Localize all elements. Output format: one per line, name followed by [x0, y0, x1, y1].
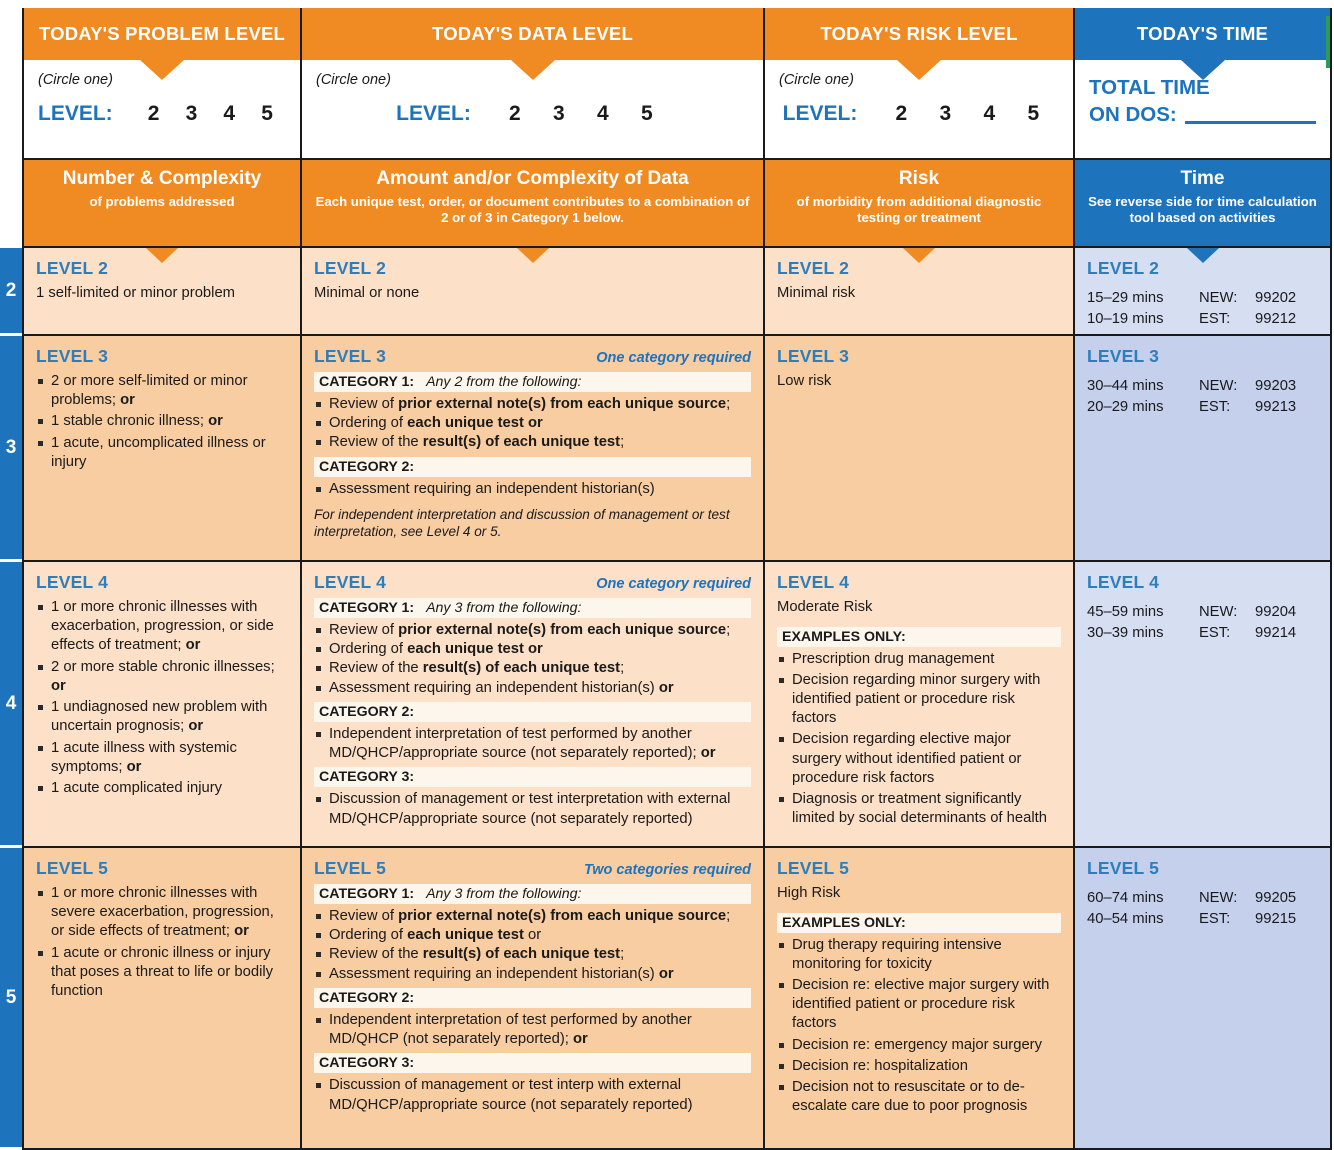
circle-one-hint: (Circle one): [779, 72, 854, 88]
cpt-code: 99205: [1255, 890, 1297, 906]
category-requirement: One category required: [596, 350, 751, 366]
examples-bar: [777, 627, 1061, 647]
list-item: 1 acute complicated injury: [36, 779, 288, 798]
table-row: [22, 336, 1334, 562]
list-item: 1 or more chronic illnesses with exacerbation, progression, or side effects of treatment; or: [36, 598, 288, 656]
header-data-sub: Each unique test, order, or document contributes to a combination of 2 or of 3 in Category 1 below.: [315, 193, 750, 226]
time-code-row: [1087, 888, 1318, 909]
category-1-bar: [314, 598, 751, 618]
level-heading: LEVEL 3: [36, 346, 109, 366]
patient-type: NEW:: [1199, 290, 1238, 306]
list-item: Assessment requiring an independent historian(s) or: [314, 679, 751, 698]
time-code-row: [1087, 602, 1318, 623]
level-heading: LEVEL 4: [1087, 572, 1160, 592]
cell-problem-level-3: [22, 336, 302, 562]
on-dos-label: ON DOS:: [1089, 103, 1177, 127]
circle-one-hint: (Circle one): [316, 72, 391, 88]
cell-risk-level-5: [765, 848, 1075, 1150]
level-heading: LEVEL 3: [1087, 346, 1160, 366]
problem-bullet-list: [36, 884, 288, 1001]
time-code-row: [1087, 376, 1318, 397]
time-code-row: [1087, 397, 1318, 418]
category-2-bullets: [314, 725, 751, 763]
list-item: 1 acute or chronic illness or injury that poses a threat to life or bodily function: [36, 944, 288, 1002]
category-1-note: Any 3 from the following:: [426, 600, 582, 616]
category-3-label: CATEGORY 3:: [319, 1055, 415, 1072]
category-1-label: CATEGORY 1:: [319, 600, 415, 616]
time-range: 40–54 mins: [1087, 911, 1164, 928]
category-2-bullets: [314, 480, 751, 499]
cell-data-level-5: [302, 848, 765, 1150]
category-1-label: CATEGORY 1:: [319, 374, 415, 390]
examples-bar: [777, 913, 1061, 933]
cell-problem-level-5: [22, 848, 302, 1150]
banner-time-title: TODAY'S TIME: [1075, 8, 1330, 60]
time-range: 30–44 mins: [1087, 378, 1164, 394]
category-1-note: Any 2 from the following:: [426, 374, 582, 390]
header-data: [302, 160, 765, 248]
table-row: [22, 562, 1334, 848]
list-item: Decision regarding elective major surgery without identified patient or procedure risk factors: [777, 730, 1061, 788]
time-range: 45–59 mins: [1087, 604, 1164, 620]
header-problem-sub: of problems addressed: [89, 193, 235, 209]
header-time-title: Time: [1180, 168, 1225, 189]
category-2-label: CATEGORY 2:: [319, 703, 415, 720]
category-2-label: CATEGORY 2:: [319, 989, 415, 1006]
level-heading: LEVEL 4: [36, 572, 109, 592]
problem-level-option-2[interactable]: 2: [147, 102, 160, 125]
cell-risk-level-4: [765, 562, 1075, 848]
list-item: Assessment requiring an independent historian(s): [314, 480, 751, 499]
notch-arrow-icon: [903, 248, 935, 263]
header-problem: [22, 160, 302, 248]
notch-arrow-icon: [146, 248, 178, 263]
list-item: Discussion of management or test interp with external MD/QHCP/appropriate source (not separately reported): [314, 1076, 751, 1114]
header-risk-sub: of morbidity from additional diagnostic testing or treatment: [796, 193, 1042, 226]
cpt-code: 99202: [1255, 290, 1297, 306]
problem-bullet-list: [36, 372, 288, 472]
cell-risk-level-3: [765, 336, 1075, 562]
cpt-code: 99203: [1255, 378, 1297, 394]
patient-type: NEW:: [1199, 604, 1238, 620]
cpt-code: 99204: [1255, 604, 1297, 620]
time-range: 30–39 mins: [1087, 625, 1164, 642]
risk-level-option-5[interactable]: 5: [1027, 102, 1040, 125]
banner-problem-title: TODAY'S PROBLEM LEVEL: [24, 8, 300, 60]
risk-level-option-3[interactable]: 3: [939, 102, 952, 125]
cpt-code: 99212: [1255, 311, 1297, 328]
list-item: Ordering of each unique test or: [314, 640, 751, 659]
patient-type: NEW:: [1199, 890, 1238, 906]
rail-level-3: 3: [0, 336, 22, 562]
list-item: Independent interpretation of test performed by another MD/QHCP/appropriate source (not separately reported); or: [314, 725, 751, 763]
header-problem-title: Number & Complexity: [62, 168, 262, 189]
level-heading: LEVEL 5: [1087, 858, 1160, 878]
level-heading: LEVEL 5: [777, 858, 850, 878]
list-item: Ordering of each unique test or: [314, 926, 751, 945]
list-item: 1 or more chronic illnesses with severe exacerbation, progression, or side effects of treatment; or: [36, 884, 288, 942]
data-footnote: For independent interpretation and discussion of management or test interpretation, see Level 4 or 5.: [314, 506, 730, 540]
patient-type: EST:: [1199, 625, 1231, 642]
category-2-bar: [314, 702, 751, 722]
list-item: Prescription drug management: [777, 650, 1061, 669]
time-code-list: [1087, 376, 1318, 419]
total-time-label: TOTAL TIME: [1089, 76, 1210, 99]
cell-data-level-2: [302, 248, 765, 336]
todays-level-banner: [0, 0, 1334, 160]
list-item: Decision re: hospitalization: [777, 1057, 1061, 1076]
patient-type: EST:: [1199, 311, 1231, 328]
list-item: Review of the result(s) of each unique test;: [314, 659, 751, 678]
level-rail: [0, 160, 22, 1150]
banner-risk-level: [765, 8, 1075, 160]
category-1-note: Any 3 from the following:: [426, 886, 582, 902]
list-item: Review of prior external note(s) from each unique source;: [314, 907, 751, 926]
risk-level-option-4[interactable]: 4: [983, 102, 996, 125]
cell-time-level-2: [1075, 248, 1332, 336]
data-level-option-2[interactable]: 2: [508, 102, 521, 125]
list-item: 1 undiagnosed new problem with uncertain prognosis; or: [36, 698, 288, 736]
data-level-selector[interactable]: [316, 102, 749, 126]
header-time: [1075, 160, 1332, 248]
list-item: Review of prior external note(s) from each unique source;: [314, 395, 751, 414]
data-level-option-3[interactable]: 3: [552, 102, 565, 125]
list-item: Review of the result(s) of each unique test;: [314, 945, 751, 964]
category-3-label: CATEGORY 3:: [319, 769, 415, 786]
cell-time-level-4: [1075, 562, 1332, 848]
list-item: 2 or more self-limited or minor problems; or: [36, 372, 288, 410]
table-row: [22, 248, 1334, 336]
level-heading: LEVEL 4: [777, 572, 850, 592]
time-code-list: [1087, 288, 1318, 331]
category-1-bullets: [314, 395, 751, 453]
cell-data-level-3: [302, 336, 765, 562]
mdm-table: [0, 160, 1334, 1150]
category-2-bar: [314, 988, 751, 1008]
category-2-bullets: [314, 1011, 751, 1049]
list-item: 1 acute, uncomplicated illness or injury: [36, 434, 288, 472]
category-1-bullets: [314, 907, 751, 984]
level-label: LEVEL:: [782, 102, 858, 125]
time-range: 10–19 mins: [1087, 311, 1164, 328]
header-risk: [765, 160, 1075, 248]
circle-one-hint: (Circle one): [38, 72, 113, 88]
list-item: Review of prior external note(s) from each unique source;: [314, 621, 751, 640]
level-heading: LEVEL 4: [314, 572, 387, 592]
problem-level-selector[interactable]: [38, 102, 286, 126]
header-data-title: Amount and/or Complexity of Data: [376, 168, 689, 189]
cell-data-level-4: [302, 562, 765, 848]
category-1-bullets: [314, 621, 751, 698]
time-code-list: [1087, 888, 1318, 931]
examples-label: EXAMPLES ONLY:: [782, 628, 906, 645]
table-row: [22, 848, 1334, 1150]
time-code-row: [1087, 288, 1318, 309]
problem-level-option-4[interactable]: 4: [223, 102, 236, 125]
time-code-row: [1087, 623, 1318, 644]
cell-time-level-3: [1075, 336, 1332, 562]
time-range: 60–74 mins: [1087, 890, 1164, 906]
list-item: Discussion of management or test interpretation with external MD/QHCP/appropriate source (not separately reported): [314, 790, 751, 828]
category-3-bar: [314, 1053, 751, 1073]
data-level-option-5[interactable]: 5: [640, 102, 653, 125]
banner-risk-title: TODAY'S RISK LEVEL: [765, 8, 1073, 60]
list-item: Decision not to resuscitate or to de-escalate care due to poor prognosis: [777, 1078, 1061, 1116]
banner-todays-time: [1075, 8, 1332, 160]
time-code-row: [1087, 309, 1318, 330]
patient-type: NEW:: [1199, 378, 1238, 394]
cpt-code: 99213: [1255, 399, 1297, 416]
category-requirement: One category required: [596, 576, 751, 592]
category-requirement: Two categories required: [583, 862, 751, 878]
level-label: LEVEL:: [38, 102, 113, 125]
data-level-option-4[interactable]: 4: [596, 102, 609, 125]
list-item: 1 acute illness with systemic symptoms; or: [36, 739, 288, 777]
total-time-input-rule[interactable]: [1185, 121, 1316, 124]
level-body-text: Minimal or none: [314, 285, 420, 301]
list-item: Decision re: emergency major surgery: [777, 1036, 1061, 1055]
risk-examples-list: [777, 936, 1061, 1117]
cell-problem-level-4: [22, 562, 302, 848]
rail-level-4: 4: [0, 562, 22, 848]
level-heading: LEVEL 5: [314, 858, 387, 878]
level-heading: LEVEL 3: [777, 346, 850, 366]
risk-level-option-2[interactable]: 2: [895, 102, 908, 125]
level-heading: LEVEL 3: [314, 346, 387, 366]
list-item: Drug therapy requiring intensive monitoring for toxicity: [777, 936, 1061, 974]
level-body-text: Low risk: [777, 373, 832, 389]
list-item: Assessment requiring an independent historian(s) or: [314, 965, 751, 984]
category-2-bar: [314, 457, 751, 477]
rail-spacer: [0, 160, 22, 248]
level-heading: LEVEL 2: [777, 258, 850, 278]
header-risk-title: Risk: [898, 168, 940, 189]
level-label: LEVEL:: [396, 102, 471, 125]
cell-time-level-5: [1075, 848, 1332, 1150]
category-1-label: CATEGORY 1:: [319, 886, 415, 902]
patient-type: EST:: [1199, 911, 1231, 928]
rail-level-2: 2: [0, 248, 22, 336]
notch-arrow-icon: [517, 248, 549, 263]
list-item: Diagnosis or treatment significantly limited by social determinants of health: [777, 790, 1061, 828]
cpt-code: 99214: [1255, 625, 1297, 642]
banner-problem-level: [22, 8, 302, 160]
examples-label: EXAMPLES ONLY:: [782, 914, 906, 931]
category-3-bar: [314, 767, 751, 787]
risk-level-selector[interactable]: [779, 102, 1059, 126]
list-item: Ordering of each unique test or: [314, 414, 751, 433]
list-item: Independent interpretation of test performed by another MD/QHCP (not separately reported); or: [314, 1011, 751, 1049]
time-range: 15–29 mins: [1087, 290, 1164, 306]
level-heading: LEVEL 2: [1087, 258, 1160, 278]
problem-level-option-5[interactable]: 5: [261, 102, 273, 125]
cpt-code: 99215: [1255, 911, 1297, 928]
category-2-label: CATEGORY 2:: [319, 458, 415, 475]
list-item: Decision re: elective major surgery with identified patient or procedure risk factors: [777, 976, 1061, 1034]
problem-bullet-list: [36, 598, 288, 798]
cell-risk-level-2: [765, 248, 1075, 336]
category-3-bullets: [314, 790, 751, 828]
level-heading: LEVEL 2: [314, 258, 387, 278]
problem-level-option-3[interactable]: 3: [185, 102, 198, 125]
category-1-bar: [314, 372, 751, 392]
notch-arrow-icon: [1187, 248, 1219, 263]
time-code-row: [1087, 909, 1318, 930]
category-3-bullets: [314, 1076, 751, 1114]
level-body-text: High Risk: [777, 885, 841, 901]
time-code-list: [1087, 602, 1318, 645]
header-time-sub: See reverse side for time calculation tool based on activities: [1088, 193, 1317, 226]
cell-problem-level-2: [22, 248, 302, 336]
category-1-bar: [314, 884, 751, 904]
list-item: 2 or more stable chronic illnesses; or: [36, 658, 288, 696]
patient-type: EST:: [1199, 399, 1231, 416]
list-item: 1 stable chronic illness; or: [36, 412, 288, 431]
column-header-row: [22, 160, 1334, 248]
level-body-text: Minimal risk: [777, 285, 856, 301]
list-item: Review of the result(s) of each unique test;: [314, 433, 751, 452]
risk-examples-list: [777, 650, 1061, 829]
rail-level-5: 5: [0, 848, 22, 1150]
list-item: Decision regarding minor surgery with identified patient or procedure risk factors: [777, 671, 1061, 729]
level-heading: LEVEL 2: [36, 258, 109, 278]
level-body-text: Moderate Risk: [777, 599, 873, 615]
level-body-text: 1 self-limited or minor problem: [36, 285, 235, 301]
level-heading: LEVEL 5: [36, 858, 109, 878]
time-range: 20–29 mins: [1087, 399, 1164, 416]
banner-data-title: TODAY'S DATA LEVEL: [302, 8, 763, 60]
banner-data-level: [302, 8, 765, 160]
